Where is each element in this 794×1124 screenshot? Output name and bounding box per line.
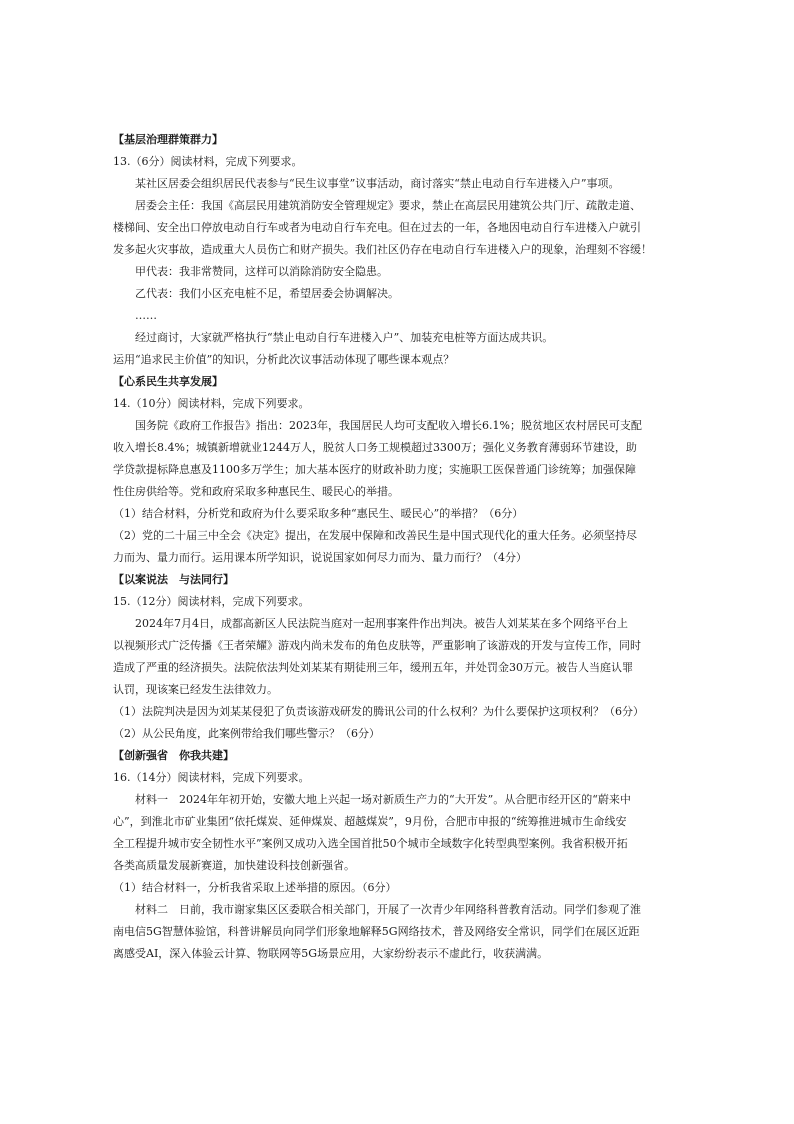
material-line: 发多起火灾事故，造成重大人员伤亡和财产损失。我们社区仍存在电动自行车进楼入户的现象，治理刻不容缓！ [113, 243, 652, 256]
material-line: 2024年7月4日，成都高新区人民法院当庭对一起刑事案件作出判决。被告人刘某某在多个网络平台上 [135, 617, 628, 630]
material-line: 心”，到淮北市矿业集团“依托煤炭、延伸煤炭、超越煤炭”，9月份，合肥市申报的“统筹推进城市生命线安 [113, 815, 627, 828]
material-line: 离感受AI，深入体验云计算、物联网等5G场景应用，大家纷纷表示不虚此行，收获满满。 [113, 947, 549, 960]
material-line: 甲代表：我非常赞同，这样可以消除消防安全隐患。 [135, 265, 388, 278]
material-line: 以视频形式广泛传播《王者荣耀》游戏内尚未发布的角色皮肤等，严重影响了该游戏的开发与宣传工作，同时 [113, 639, 641, 652]
section-heading: 【以案说法 与法同行】 [113, 573, 234, 586]
question-title: 14.（10分）阅读材料，完成下列要求。 [113, 397, 310, 410]
material-line: 乙代表：我们小区充电桩不足，希望居委会协调解决。 [135, 287, 399, 300]
material-line: 学贷款提标降息惠及1100多万学生；加大基本医疗的财政补助力度；实施职工医保普通门诊统筹；加强保障 [113, 463, 636, 476]
question-title: 13.（6分）阅读材料，完成下列要求。 [113, 155, 303, 168]
material-line: 南电信5G智慧体验馆，科普讲解员向同学们形象地解释5G网络技术，普及网络安全常识，同学们在展区近距 [113, 925, 640, 938]
section-heading: 【创新强省 你我共建】 [113, 749, 234, 762]
section-heading: 【心系民生共享发展】 [113, 375, 223, 388]
question-title: 15.（12分）阅读材料，完成下列要求。 [113, 595, 310, 608]
page-content [113, 132, 693, 968]
material-line: 材料一 2024年年初开始，安徽大地上兴起一场对新质生产力的“大开发”。从合肥市经开区的“蔚来中 [135, 793, 631, 806]
material-line: 全工程提升城市安全韧性水平”案例又成功入选全国首批50个城市全域数字化转型典型案例。我省积极开拓 [113, 837, 628, 850]
sub-question: （1）法院判决是因为刘某某侵犯了负责该游戏研发的腾讯公司的什么权利？为什么要保护这项权利？（6分） [113, 705, 644, 718]
sub-question: （1）结合材料，分析党和政府为什么要采取多种“惠民生、暖民心”的举措？（6分） [113, 507, 524, 520]
material-line: 收入增长8.4%；城镇新增就业1244万人，脱贫人口务工规模超过3300万；强化义务教育薄弱环节建设，助 [113, 441, 637, 454]
sub-question: 力而为、量力而行。运用课本所学知识，说说国家如何尽力而为、量力而行？（4分） [113, 551, 527, 564]
question-prompt: 运用“追求民主价值”的知识，分析此次议事活动体现了哪些课本观点？ [113, 353, 455, 366]
material-line: 某社区居委会组织居民代表参与“民生议事堂”议事活动，商讨落实“禁止电动自行车进楼入户”事项。 [135, 177, 620, 190]
section-heading: 【基层治理群策群力】 [113, 133, 223, 146]
material-line: 楼梯间、安全出口停放电动自行车或者为电动自行车充电。但在过去的一年，各地因电动自行车进楼入户就引 [113, 221, 641, 234]
sub-question: （1）结合材料一，分析我省采取上述举措的原因。（6分） [113, 881, 397, 894]
material-line: 各类高质量发展新赛道，加快建设科技创新强省。 [113, 859, 355, 872]
material-line: 居委会主任：我国《高层民用建筑消防安全管理规定》要求，禁止在高层民用建筑公共门厅、疏散走道、 [135, 199, 641, 212]
question-title: 16.（14分）阅读材料，完成下列要求。 [113, 771, 310, 784]
sub-question: （2）从公民角度，此案例带给我们哪些警示？（6分） [113, 727, 380, 740]
material-line: 认罚，现该案已经发生法律效力。 [113, 683, 278, 696]
material-line: 国务院《政府工作报告》指出：2023年，我国居民人均可支配收入增长6.1%；脱贫地区农村居民可支配 [135, 419, 642, 432]
material-line: 性住房供给等。党和政府采取多种惠民生、暖民心的举措。 [113, 485, 399, 498]
material-line: 造成了严重的经济损失。法院依法判处刘某某有期徒刑三年，缓刑五年，并处罚金30万元。被告人当庭认罪 [113, 661, 633, 674]
material-line: …… [135, 309, 157, 322]
sub-question: （2）党的二十届三中全会《决定》提出，在发展中保障和改善民生是中国式现代化的重大任务。必须坚持尽 [113, 529, 637, 542]
material-line: 材料二 日前，我市谢家集区区委联合相关部门，开展了一次青少年网络科普教育活动。同学们参观了淮 [135, 903, 641, 916]
material-line: 经过商讨，大家就严格执行“禁止电动自行车进楼入户”、加装充电桩等方面达成共识。 [135, 331, 554, 344]
